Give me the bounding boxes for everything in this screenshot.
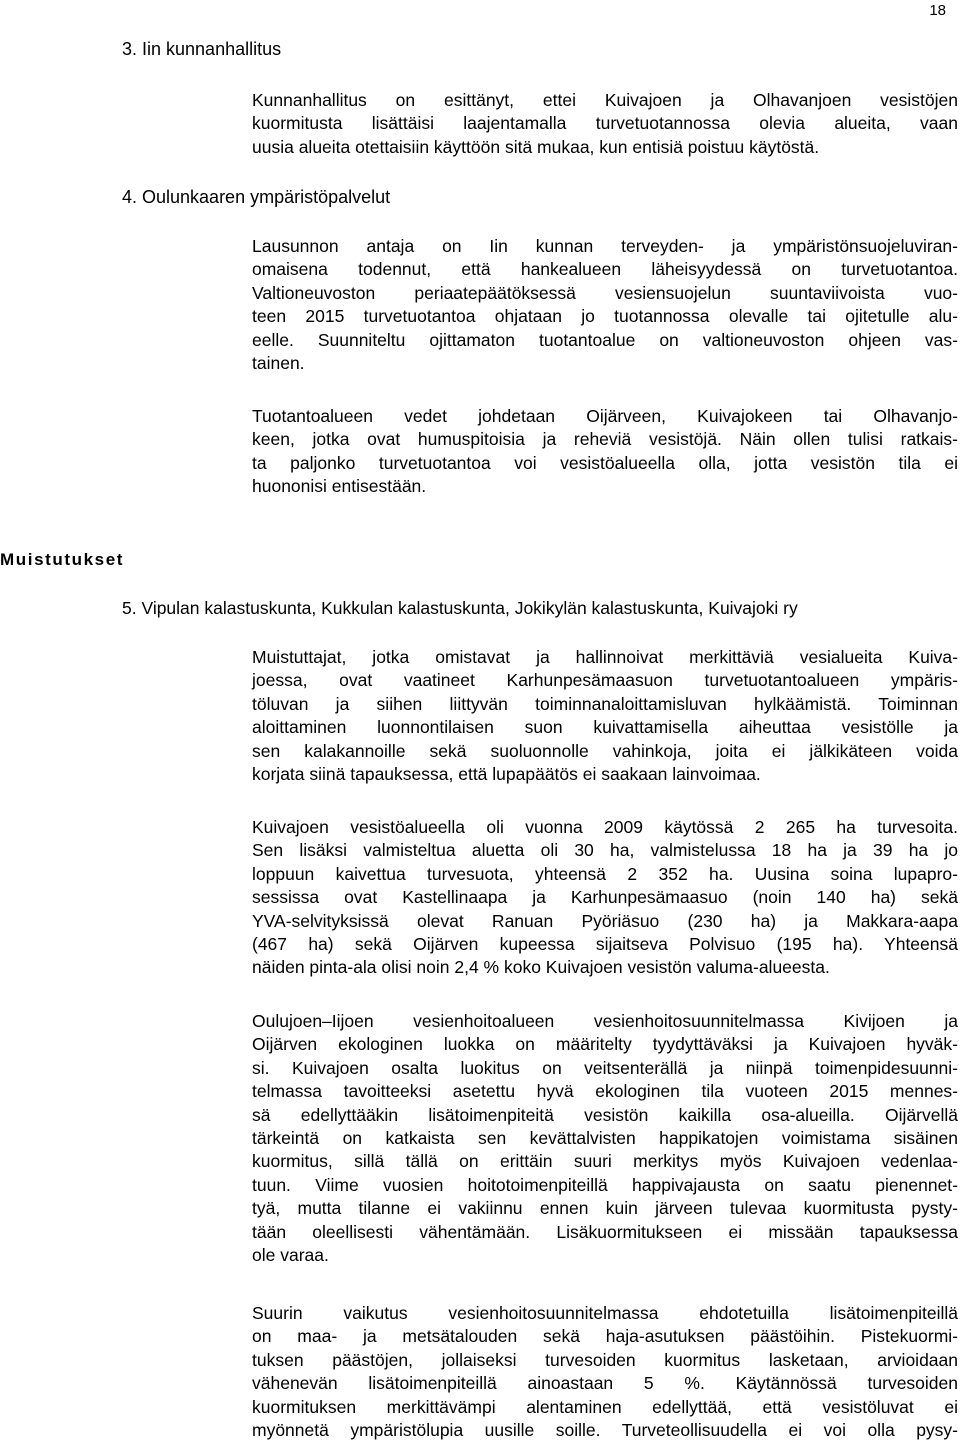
text-line: Sen lisäksi valmisteltua aluetta oli 30 ha, valmistelussa 18 ha ja 39 ha jo [252, 840, 958, 861]
paragraph [252, 816, 958, 980]
text-line: huononisi entisestään. [252, 476, 427, 497]
text-line: on maa- ja metsätalouden sekä haja-asutuksen päästöihin. Pistekuormi- [252, 1326, 958, 1347]
text-line: tuksen päästöjen, jollaiseksi turvesoiden kuormitus lasketaan, arvioidaan [252, 1349, 958, 1370]
paragraph [252, 89, 958, 159]
text-line: omaisena todennut, että hankealueen läheisyydessä on turvetuotantoa. [252, 259, 958, 280]
text-line: tään oleellisesti vähentämään. Lisäkuormitukseen ei missään tapauksessa [252, 1221, 958, 1242]
paragraph [252, 405, 958, 499]
text-line: kuormitusta lisättäisi laajentamalla turvetuotannossa olevia alueita, vaan [252, 113, 958, 134]
text-line: uusia alueita otettaisiin käyttöön sitä mukaa, kun entisiä poistuu käytöstä. [252, 136, 820, 157]
text-line: Valtioneuvoston periaatepäätöksessä vesiensuojelun suuntaviivoista vuo- [252, 282, 958, 303]
text-line: Oijärven ekologinen luokka on määritelty tyydyttäväksi ja Kuivajoen hyväk- [252, 1034, 958, 1055]
text-line: myönnetä ympäristölupia uusille soille. Turveteollisuudella ei voi olla pysy- [252, 1420, 958, 1441]
text-line: tärkeintä on katkaista sen kevättalvisten happikatojen voimistama sisäinen [252, 1128, 958, 1149]
section-heading-4: 4. Oulunkaaren ympäristöpalvelut [122, 187, 391, 207]
page-number: 18 [929, 2, 946, 19]
text-line: (467 ha) sekä Oijärven kupeessa sijaitseva Polvisuo (195 ha). Yhteensä [252, 934, 958, 955]
text-line: eelle. Suunniteltu ojittamaton tuotantoalue on valtioneuvoston ohjeen vas- [252, 329, 958, 350]
paragraph [252, 1302, 958, 1442]
text-line: Lausunnon antaja on Iin kunnan terveyden- ja ympäristönsuojeluviran- [252, 236, 958, 256]
text-line: loppuun kaivettua turvesuota, yhteensä 2 352 ha. Uusina soina lupapro- [252, 863, 958, 884]
text-line: ta paljonko turvetuotantoa voi vesistöalueella olla, jotta vesistön tila ei [252, 452, 958, 473]
text-line: tyä, mutta tilanne ei vakiinnu ennen kuin järveen tulevaa kuormitusta pysty- [252, 1198, 958, 1219]
text-line: Muistuttajat, jotka omistavat ja hallinnoivat merkittäviä vesialueita Kuiva- [252, 647, 958, 667]
text-line: töluvan ja siihen liittyvän toiminnanaloittamisluvan hylkäämistä. Toiminnan [252, 693, 958, 714]
text-line: Oulujoen–Iijoen vesienhoitoalueen vesienhoitosuunnitelmassa Kivijoen ja [252, 1011, 958, 1031]
text-line: aloittaminen luonnontilaisen suon kuivattamisella aiheuttaa vesistölle ja [252, 717, 958, 738]
muistutukset-heading: Muistutukset [0, 550, 125, 569]
text-line: Kunnanhallitus on esittänyt, ettei Kuivajoen ja Olhavanjoen vesistöjen [252, 90, 958, 110]
text-line: Suurin vaikutus vesienhoitosuunnitelmassa ehdotetuilla lisätoimenpiteillä [252, 1303, 958, 1323]
text-line: tuun. Viime vuosien hoitotoimenpiteillä happivajausta on saatu pienennet- [252, 1174, 958, 1195]
paragraph [252, 1010, 958, 1267]
text-line: si. Kuivajoen osalta luokitus on veitsenterällä ja niinpä toimenpidesuunni- [252, 1057, 958, 1078]
section-heading-3: 3. Iin kunnanhallitus [122, 39, 282, 59]
text-line: korjata siinä tapauksessa, että lupapäätös ei saakaan lainvoimaa. [252, 764, 761, 785]
text-line: teen 2015 turvetuotantoa ohjataan jo tuotannossa olevalle tai ojitetulle alu- [252, 306, 958, 327]
text-line: keen, jotka ovat humuspitoisia ja reheviä vesistöjä. Näin ollen tulisi ratkais- [252, 429, 958, 450]
text-line: sen kalakannoille sekä suoluonnolle vahinkoja, joita ei jälkikäteen voida [252, 740, 958, 761]
section-heading-5: 5. Vipulan kalastuskunta, Kukkulan kalastuskunta, Jokikylän kalastuskunta, Kuivajoki ry [122, 598, 798, 618]
text-line: joessa, ovat vaatineet Karhunpesämaasuon turvetuotantoalueen ympäris- [252, 670, 958, 691]
text-line: kuormitus, sillä tällä on erittäin suuri merkitys myös Kuivajoen vedenlaa- [252, 1151, 958, 1172]
text-line: sessissa ovat Kastellinaapa ja Karhunpesämaasuo (noin 140 ha) sekä [252, 887, 958, 908]
paragraph [252, 646, 958, 786]
text-line: ole varaa. [252, 1245, 329, 1266]
text-line: sä edellyttääkin lisätoimenpiteitä vesistön kaikilla osa-alueilla. Oijärvellä [252, 1104, 958, 1125]
text-line: telmassa tavoitteeksi asetettu hyvä ekologinen tila vuoteen 2015 mennes- [252, 1081, 958, 1102]
text-line: kuormituksen merkittävämpi alentaminen edellyttää, että vesistöluvat ei [252, 1396, 958, 1417]
text-line: näiden pinta-ala olisi noin 2,4 % koko Kuivajoen vesistön valuma-alueesta. [252, 957, 830, 978]
text-line: tainen. [252, 353, 305, 374]
text-line: YVA-selvityksissä olevat Ranuan Pyöriäsuo (230 ha) ja Makkara-aapa [252, 910, 958, 931]
paragraph [252, 235, 958, 375]
text-line: vähenevän lisätoimenpiteillä ainoastaan 5 %. Käytännössä turvesoiden [252, 1373, 958, 1394]
text-line: Tuotantoalueen vedet johdetaan Oijärveen, Kuivajokeen tai Olhavanjo- [252, 406, 958, 426]
text-line: Kuivajoen vesistöalueella oli vuonna 2009 käytössä 2 265 ha turvesoita. [252, 817, 958, 837]
